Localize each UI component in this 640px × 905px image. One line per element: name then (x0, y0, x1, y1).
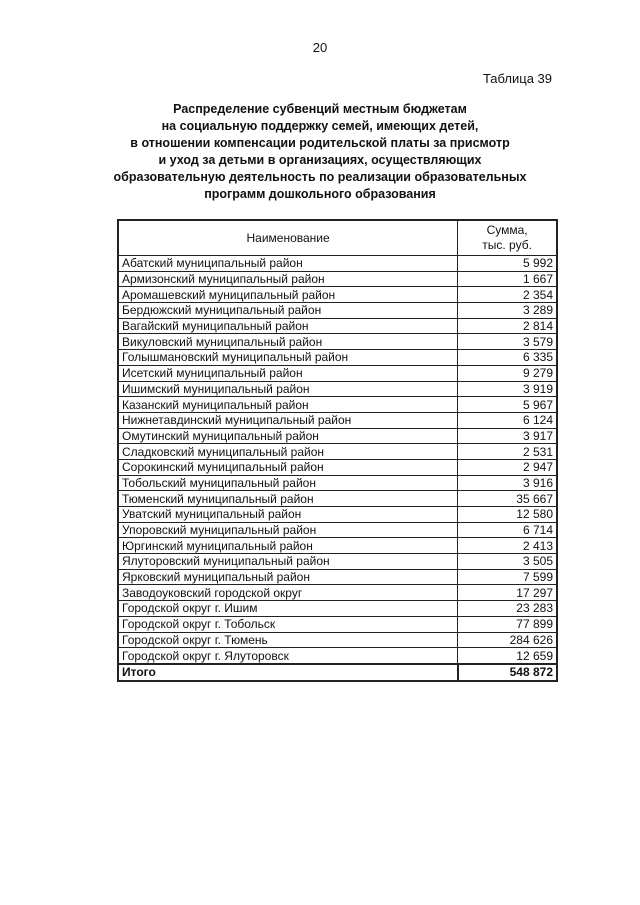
table-row (118, 616, 557, 632)
row-name: Абатский муниципальный район (118, 256, 458, 272)
row-name: Нижнетавдинский муниципальный район (118, 412, 458, 428)
row-sum: 3 917 (458, 428, 557, 444)
page-number: 20 (312, 40, 328, 55)
row-name: Городской округ г. Тобольск (118, 616, 458, 632)
table-row (118, 475, 557, 491)
row-sum: 12 580 (458, 507, 557, 523)
table-row (118, 365, 557, 381)
row-sum: 3 579 (458, 334, 557, 350)
table-row (118, 271, 557, 287)
title-line: образовательную деятельность по реализации образовательных (113, 170, 527, 184)
table-row (118, 256, 557, 272)
row-name: Омутинский муниципальный район (118, 428, 458, 444)
table-row (118, 569, 557, 585)
row-sum: 3 916 (458, 475, 557, 491)
row-sum: 1 667 (458, 271, 557, 287)
total-row (118, 664, 557, 681)
row-name: Сладковский муниципальный район (118, 444, 458, 460)
title-line: на социальную поддержку семей, имеющих детей, (161, 119, 479, 133)
table-row (118, 538, 557, 554)
table-header-row (118, 220, 557, 256)
table-row (118, 459, 557, 475)
row-sum: 2 947 (458, 459, 557, 475)
header-sum-line1: Сумма, (486, 223, 528, 237)
table-label: Таблица 39 (482, 71, 552, 86)
row-name: Уватский муниципальный район (118, 507, 458, 523)
table-row (118, 491, 557, 507)
row-sum: 77 899 (458, 616, 557, 632)
row-name: Исетский муниципальный район (118, 365, 458, 381)
table-row (118, 318, 557, 334)
row-sum: 6 335 (458, 350, 557, 366)
title-line: программ дошкольного образования (204, 187, 436, 201)
table-row (118, 381, 557, 397)
row-sum: 23 283 (458, 601, 557, 617)
table-row (118, 554, 557, 570)
total-sum: 548 872 (458, 664, 557, 681)
row-name: Голышмановский муниципальный район (118, 350, 458, 366)
table-row (118, 522, 557, 538)
title-line: и уход за детьми в организациях, осуществляющих (158, 153, 482, 167)
row-sum: 2 354 (458, 287, 557, 303)
row-name: Вагайский муниципальный район (118, 318, 458, 334)
row-name: Аромашевский муниципальный район (118, 287, 458, 303)
row-name: Заводоуковский городской округ (118, 585, 458, 601)
row-sum: 6 124 (458, 412, 557, 428)
row-name: Тюменский муниципальный район (118, 491, 458, 507)
row-sum: 284 626 (458, 632, 557, 648)
title-line: в отношении компенсации родительской платы за присмотр (130, 136, 510, 150)
total-label: Итого (118, 664, 458, 681)
document-title (110, 101, 530, 203)
row-sum: 2 531 (458, 444, 557, 460)
table-row (118, 350, 557, 366)
row-sum: 17 297 (458, 585, 557, 601)
row-sum: 7 599 (458, 569, 557, 585)
row-sum: 3 505 (458, 554, 557, 570)
table-body (118, 256, 557, 664)
row-name: Казанский муниципальный район (118, 397, 458, 413)
table-row (118, 648, 557, 664)
row-name: Викуловский муниципальный район (118, 334, 458, 350)
table-row (118, 334, 557, 350)
row-sum: 2 814 (458, 318, 557, 334)
row-name: Сорокинский муниципальный район (118, 459, 458, 475)
row-name: Ишимский муниципальный район (118, 381, 458, 397)
row-name: Ярковский муниципальный район (118, 569, 458, 585)
table-row (118, 303, 557, 319)
subsidy-table (117, 219, 558, 682)
table-row (118, 444, 557, 460)
row-sum: 6 714 (458, 522, 557, 538)
row-sum: 12 659 (458, 648, 557, 664)
row-sum: 5 992 (458, 256, 557, 272)
header-sum-line2: тыс. руб. (482, 238, 532, 252)
table-row (118, 632, 557, 648)
table-row (118, 397, 557, 413)
table-row (118, 585, 557, 601)
row-sum: 3 919 (458, 381, 557, 397)
header-name: Наименование (118, 220, 458, 256)
row-name: Упоровский муниципальный район (118, 522, 458, 538)
row-sum: 5 967 (458, 397, 557, 413)
row-name: Армизонский муниципальный район (118, 271, 458, 287)
row-sum: 35 667 (458, 491, 557, 507)
title-line: Распределение субвенций местным бюджетам (173, 102, 467, 116)
row-name: Городской округ г. Ишим (118, 601, 458, 617)
row-sum: 3 289 (458, 303, 557, 319)
row-sum: 2 413 (458, 538, 557, 554)
table-row (118, 412, 557, 428)
row-name: Городской округ г. Тюмень (118, 632, 458, 648)
row-name: Тобольский муниципальный район (118, 475, 458, 491)
header-sum (458, 220, 557, 256)
row-sum: 9 279 (458, 365, 557, 381)
table-row (118, 507, 557, 523)
table-row (118, 601, 557, 617)
table-row (118, 287, 557, 303)
row-name: Ялуторовский муниципальный район (118, 554, 458, 570)
table-row (118, 428, 557, 444)
row-name: Юргинский муниципальный район (118, 538, 458, 554)
row-name: Бердюжский муниципальный район (118, 303, 458, 319)
row-name: Городской округ г. Ялуторовск (118, 648, 458, 664)
